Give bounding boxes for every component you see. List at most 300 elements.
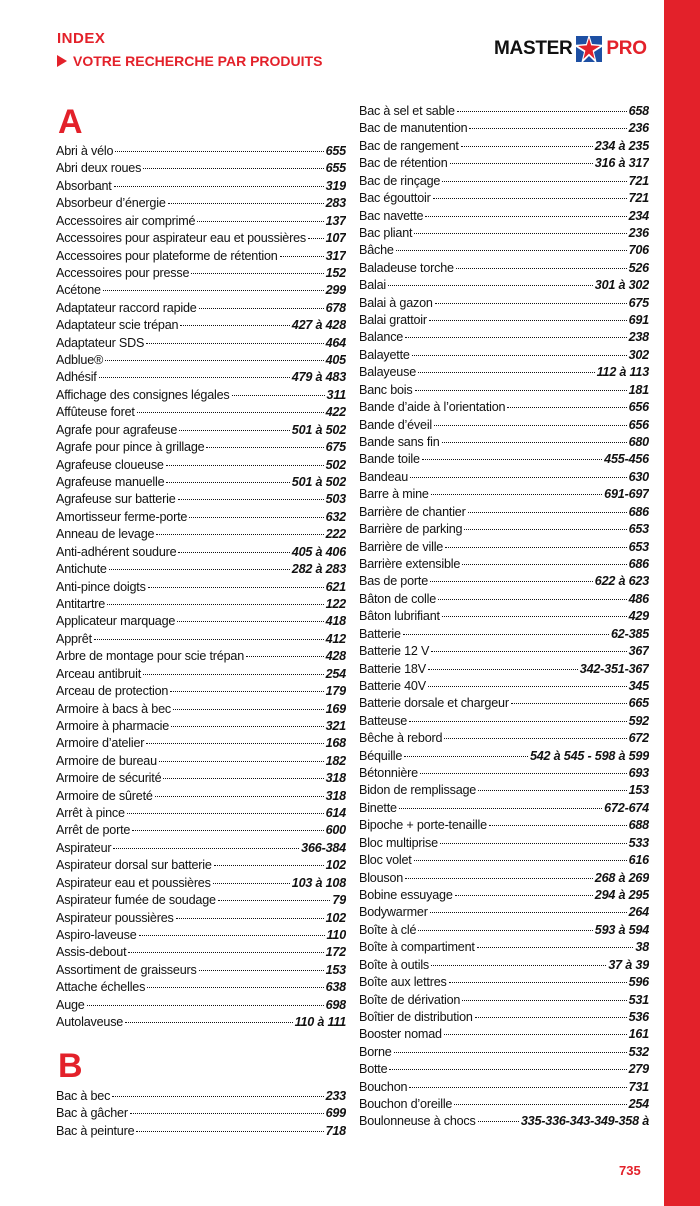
index-entry <box>56 160 346 177</box>
entry-name: Abri deux roues <box>56 161 142 176</box>
index-entry <box>56 335 346 352</box>
entry-page: 182 <box>325 753 346 768</box>
index-entry <box>56 701 346 718</box>
index-entry <box>359 591 649 608</box>
index-entry <box>359 556 649 573</box>
entry-name: Bac navette <box>359 208 424 223</box>
entry-name: Bouchon <box>359 1079 408 1094</box>
dot-leader <box>206 447 323 448</box>
entry-name: Boîte à outils <box>359 957 430 972</box>
entry-page: 688 <box>628 818 649 833</box>
dot-leader <box>177 621 323 622</box>
entry-page: 282 à 283 <box>291 562 346 577</box>
dot-leader <box>442 616 627 617</box>
dot-leader <box>414 233 626 234</box>
dot-leader <box>431 651 626 652</box>
entry-name: Bande sans fin <box>359 435 440 450</box>
entry-page: 405 à 406 <box>291 544 346 559</box>
entry-page: 264 <box>628 905 649 920</box>
entry-page: 665 <box>628 696 649 711</box>
dot-leader <box>166 482 289 483</box>
index-entry <box>56 962 346 979</box>
entry-name: Bac à peinture <box>56 1123 135 1138</box>
index-entry <box>359 1113 649 1130</box>
entry-name: Absorbeur d’énergie <box>56 196 166 211</box>
index-entry <box>359 922 649 939</box>
entry-name: Boîte à clé <box>359 922 417 937</box>
index-entry <box>56 369 346 386</box>
dot-leader <box>130 1113 324 1114</box>
entry-name: Accessoires pour presse <box>56 265 190 280</box>
dot-leader <box>87 1005 324 1006</box>
index-entry <box>56 265 346 282</box>
index-entry <box>359 277 649 294</box>
entry-name: Barrière de ville <box>359 539 444 554</box>
header-subtitle-text: VOTRE RECHERCHE PAR PRODUITS <box>73 53 323 69</box>
index-entry <box>56 422 346 439</box>
entry-name: Anti-adhérent soudure <box>56 544 177 559</box>
dot-leader <box>213 883 290 884</box>
entry-name: Adaptateur raccord rapide <box>56 300 197 315</box>
entry-page: 532 <box>628 1044 649 1059</box>
entry-page: 102 <box>325 858 346 873</box>
entry-name: Bâton lubrifiant <box>359 609 440 624</box>
index-entry <box>359 434 649 451</box>
entry-page: 317 <box>325 248 346 263</box>
index-entry <box>56 195 346 212</box>
entry-page: 321 <box>325 718 346 733</box>
entry-page: 62-385 <box>610 626 649 641</box>
entry-page: 153 <box>325 962 346 977</box>
entry-name: Booster nomad <box>359 1027 442 1042</box>
entry-page: 38 <box>635 940 649 955</box>
entry-name: Botte <box>359 1062 388 1077</box>
entry-name: Agrafeuse sur batterie <box>56 492 176 507</box>
dot-leader <box>139 935 325 936</box>
entry-page: 153 <box>628 783 649 798</box>
index-entry <box>359 329 649 346</box>
entry-page: 501 à 502 <box>291 475 346 490</box>
index-entry <box>359 347 649 364</box>
entry-page: 268 à 269 <box>594 870 649 885</box>
dot-leader <box>113 848 299 849</box>
index-entry <box>359 208 649 225</box>
entry-page: 526 <box>628 260 649 275</box>
entry-name: Balai grattoir <box>359 313 427 328</box>
entry-name: Aspirateur poussières <box>56 910 174 925</box>
entry-page: 455-456 <box>604 452 649 467</box>
entry-name: Batterie 40V <box>359 678 426 693</box>
entry-page: 422 <box>325 405 346 420</box>
index-entry <box>359 765 649 782</box>
dot-leader <box>457 111 627 112</box>
dot-leader <box>114 186 324 187</box>
entry-name: Assortiment de graisseurs <box>56 962 197 977</box>
entry-page: 301 à 302 <box>594 278 649 293</box>
entry-page: 531 <box>628 992 649 1007</box>
dot-leader <box>197 221 323 222</box>
index-entry <box>359 312 649 329</box>
index-entry <box>56 509 346 526</box>
entry-page: 632 <box>325 509 346 524</box>
entry-page: 405 <box>325 353 346 368</box>
dot-leader <box>420 773 627 774</box>
entry-page: 299 <box>325 283 346 298</box>
entry-name: Balayeuse <box>359 365 417 380</box>
index-entry <box>359 364 649 381</box>
entry-name: Bodywarmer <box>359 905 428 920</box>
entry-page: 638 <box>325 980 346 995</box>
entry-page: 37 à 39 <box>608 957 649 972</box>
entry-name: Aspirateur fumée de soudage <box>56 893 216 908</box>
index-entry <box>56 596 346 613</box>
dot-leader <box>136 1131 323 1132</box>
entry-page: 536 <box>628 1009 649 1024</box>
entry-page: 294 à 295 <box>594 887 649 902</box>
index-entry <box>359 190 649 207</box>
dot-leader <box>178 552 289 553</box>
entry-page: 169 <box>325 701 346 716</box>
entry-page: 616 <box>628 853 649 868</box>
entry-page: 110 <box>326 927 346 942</box>
entry-name: Armoire à bacs à bec <box>56 701 171 716</box>
entry-name: Barrière de chantier <box>359 504 466 519</box>
entry-name: Agrafeuse manuelle <box>56 475 165 490</box>
index-entry <box>359 608 649 625</box>
index-entry <box>56 526 346 543</box>
entry-name: Bande d’éveil <box>359 417 433 432</box>
entry-page: 302 <box>628 347 649 362</box>
entry-page: 172 <box>325 945 346 960</box>
index-entry <box>359 260 649 277</box>
dot-leader <box>388 285 593 286</box>
entry-name: Aspiro-laveuse <box>56 927 137 942</box>
entry-name: Autolaveuse <box>56 1015 124 1030</box>
dot-leader <box>99 377 290 378</box>
dot-leader <box>431 494 602 495</box>
entry-page: 678 <box>325 300 346 315</box>
dot-leader <box>218 900 331 901</box>
entry-page: 592 <box>628 713 649 728</box>
dot-leader <box>143 674 324 675</box>
index-entry <box>56 579 346 596</box>
dot-leader <box>445 547 626 548</box>
entry-page: 721 <box>628 173 649 188</box>
index-entry <box>359 992 649 1009</box>
dot-leader <box>179 430 290 431</box>
entry-name: Armoire d’atelier <box>56 736 145 751</box>
entry-name: Antichute <box>56 562 107 577</box>
dot-leader <box>173 709 324 710</box>
entry-name: Accessoires pour aspirateur eau et poussières <box>56 231 307 246</box>
entry-page: 179 <box>325 684 346 699</box>
entry-page: 596 <box>628 975 649 990</box>
dot-leader <box>438 599 627 600</box>
page-number: 735 <box>619 1163 641 1178</box>
dot-leader <box>125 1022 292 1023</box>
entry-name: Accessoires air comprimé <box>56 213 196 228</box>
index-entry <box>56 666 346 683</box>
dot-leader <box>418 930 592 931</box>
index-entry <box>359 626 649 643</box>
entry-page: 672-674 <box>604 800 649 815</box>
entry-name: Agrafe pour agrafeuse <box>56 422 178 437</box>
dot-leader <box>137 412 324 413</box>
dot-leader <box>455 895 593 896</box>
entry-name: Bâton de colle <box>359 591 437 606</box>
entry-name: Balance <box>359 330 404 345</box>
index-entry <box>359 573 649 590</box>
entry-name: Arbre de montage pour scie trépan <box>56 649 245 664</box>
index-entry <box>359 957 649 974</box>
entry-page: 152 <box>325 265 346 280</box>
index-entry <box>56 457 346 474</box>
dot-leader <box>166 465 324 466</box>
entry-page: 479 à 483 <box>291 370 346 385</box>
index-entry <box>359 138 649 155</box>
index-entry <box>56 927 346 944</box>
dot-leader <box>246 656 324 657</box>
entry-page: 427 à 428 <box>291 318 346 333</box>
entry-page: 698 <box>325 997 346 1012</box>
dot-leader <box>478 1121 519 1122</box>
entry-name: Assis-debout <box>56 945 127 960</box>
entry-name: Bac à bec <box>56 1089 111 1103</box>
entry-page: 656 <box>628 400 649 415</box>
entry-name: Batterie 12 V <box>359 644 430 659</box>
entry-name: Béquille <box>359 748 403 763</box>
entry-page: 222 <box>325 527 346 542</box>
index-entry <box>359 399 649 416</box>
dot-leader <box>199 970 324 971</box>
index-entry <box>56 770 346 787</box>
dot-leader <box>412 355 627 356</box>
entry-name: Bac de rinçage <box>359 173 441 188</box>
entry-page: 533 <box>628 835 649 850</box>
entry-page: 103 à 108 <box>291 875 346 890</box>
entry-page: 672 <box>628 731 649 746</box>
entry-page: 503 <box>325 492 346 507</box>
dot-leader <box>478 790 626 791</box>
entry-page: 428 <box>325 649 346 664</box>
entry-name: Armoire de sécurité <box>56 771 162 786</box>
entry-name: Barrière extensible <box>359 556 461 571</box>
entry-name: Batterie dorsale et chargeur <box>359 696 509 711</box>
entry-page: 501 à 502 <box>291 422 346 437</box>
entry-page: 137 <box>325 213 346 228</box>
entry-page: 366-384 <box>301 840 346 855</box>
side-bar <box>664 0 700 1206</box>
entry-name: Boîte à compartiment <box>359 940 475 955</box>
entry-name: Bande d’aide à l’orientation <box>359 400 506 415</box>
entry-name: Agrafeuse cloueuse <box>56 457 164 472</box>
index-entry <box>56 631 346 648</box>
index-entry <box>359 1044 649 1061</box>
entry-name: Bac de rangement <box>359 138 459 153</box>
dot-leader <box>199 308 324 309</box>
entry-page: 168 <box>325 736 346 751</box>
index-entry <box>56 404 346 421</box>
entry-page: 691-697 <box>604 487 649 502</box>
entry-page: 686 <box>628 504 649 519</box>
entry-name: Bouchon d’oreille <box>359 1097 453 1112</box>
entry-page: 614 <box>325 806 346 821</box>
entry-name: Affichage des consignes légales <box>56 387 230 402</box>
entry-page: 319 <box>325 178 346 193</box>
triangle-arrow-icon <box>57 55 67 67</box>
entry-name: Accessoires pour plateforme de rétention <box>56 248 278 263</box>
entry-name: Apprêt <box>56 631 92 646</box>
entry-name: Adaptateur scie trépan <box>56 318 179 333</box>
index-entry <box>56 892 346 909</box>
index-entry <box>359 120 649 137</box>
index-entry <box>56 352 346 369</box>
index-entry <box>359 678 649 695</box>
entry-name: Banc bois <box>359 382 413 397</box>
dot-leader <box>431 965 606 966</box>
index-entry <box>359 1061 649 1078</box>
index-entry <box>56 840 346 857</box>
dot-leader <box>146 343 323 344</box>
entry-name: Bandeau <box>359 469 409 484</box>
entry-page: 600 <box>325 823 346 838</box>
entry-name: Aspirateur eau et poussières <box>56 875 211 890</box>
index-entry <box>56 613 346 630</box>
dot-leader <box>468 512 627 513</box>
index-entry <box>359 225 649 242</box>
dot-leader <box>94 639 324 640</box>
index-entry <box>56 822 346 839</box>
entry-page: 721 <box>628 191 649 206</box>
dot-leader <box>464 529 626 530</box>
dot-leader <box>396 250 627 251</box>
dot-leader <box>454 1104 626 1105</box>
dot-leader <box>469 128 626 129</box>
entry-name: Bac égouttoir <box>359 191 431 206</box>
entry-name: Bipoche + porte-tenaille <box>359 818 487 833</box>
index-entry <box>56 1105 346 1122</box>
dot-leader <box>148 587 324 588</box>
index-entry <box>359 695 649 712</box>
dot-leader <box>403 634 609 635</box>
dot-leader <box>442 181 626 182</box>
header-index-label: INDEX <box>57 30 106 47</box>
index-entry <box>56 300 346 317</box>
index-entry <box>56 683 346 700</box>
dot-leader <box>232 395 325 396</box>
index-entry <box>56 439 346 456</box>
dot-leader <box>168 203 324 204</box>
index-entry <box>359 417 649 434</box>
entry-page: 630 <box>628 469 649 484</box>
entry-name: Boulonneuse à chocs <box>359 1114 476 1129</box>
entry-name: Auge <box>56 997 85 1012</box>
dot-leader <box>450 163 593 164</box>
entry-page: 706 <box>628 243 649 258</box>
entry-page: 502 <box>325 457 346 472</box>
entry-page: 316 à 317 <box>594 156 649 171</box>
dot-leader <box>433 198 627 199</box>
index-entry <box>56 1123 346 1140</box>
entry-page: 718 <box>325 1123 346 1138</box>
entry-name: Bétonnière <box>359 766 418 781</box>
dot-leader <box>444 1034 627 1035</box>
dot-leader <box>409 1087 626 1088</box>
index-entry <box>56 561 346 578</box>
entry-page: 234 à 235 <box>594 138 649 153</box>
entry-page: 318 <box>325 788 346 803</box>
index-entry <box>56 857 346 874</box>
entry-name: Bobine essuyage <box>359 887 453 902</box>
entry-name: Batteuse <box>359 713 408 728</box>
dot-leader <box>435 303 627 304</box>
dot-leader <box>189 517 323 518</box>
dot-leader <box>405 878 593 879</box>
index-entry <box>359 504 649 521</box>
entry-page: 429 <box>628 609 649 624</box>
entry-page: 680 <box>628 435 649 450</box>
entry-page: 233 <box>325 1089 346 1103</box>
dot-leader <box>409 721 626 722</box>
dot-leader <box>143 168 323 169</box>
entry-name: Bidon de remplissage <box>359 783 477 798</box>
entry-page: 691 <box>628 313 649 328</box>
index-entry <box>359 748 649 765</box>
entry-name: Anneau de levage <box>56 527 155 542</box>
index-entry <box>359 730 649 747</box>
index-entry <box>56 805 346 822</box>
dot-leader <box>105 360 323 361</box>
dot-leader <box>308 238 324 239</box>
dot-leader <box>462 564 626 565</box>
dot-leader <box>115 151 323 152</box>
index-entry <box>359 521 649 538</box>
dot-leader <box>163 778 323 779</box>
index-entry <box>359 539 649 556</box>
dot-leader <box>440 843 627 844</box>
dot-leader <box>180 325 289 326</box>
entry-name: Balai à gazon <box>359 295 433 310</box>
entry-name: Bâche <box>359 243 394 258</box>
dot-leader <box>489 825 627 826</box>
index-entry <box>359 870 649 887</box>
dot-leader <box>507 407 626 408</box>
entry-page: 464 <box>325 335 346 350</box>
index-entry <box>56 979 346 996</box>
index-entry <box>56 788 346 805</box>
index-entry <box>56 1088 346 1105</box>
index-entry <box>56 143 346 160</box>
entry-name: Bande toile <box>359 452 420 467</box>
index-entry <box>359 451 649 468</box>
index-entry <box>359 382 649 399</box>
entry-page: 342-351-367 <box>579 661 649 676</box>
index-entry <box>56 387 346 404</box>
entry-name: Borne <box>359 1044 392 1059</box>
index-entry <box>56 544 346 561</box>
index-entry <box>359 904 649 921</box>
index-entry <box>56 282 346 299</box>
entry-name: Bêche à rebord <box>359 731 443 746</box>
entry-name: Blouson <box>359 870 404 885</box>
logo-text-right: PRO <box>606 38 647 59</box>
entry-name: Armoire à pharmacie <box>56 718 170 733</box>
entry-name: Bac à sel et sable <box>359 104 455 118</box>
entry-name: Absorbant <box>56 178 112 193</box>
entry-page: 412 <box>325 631 346 646</box>
dot-leader <box>430 912 627 913</box>
index-entry <box>359 800 649 817</box>
